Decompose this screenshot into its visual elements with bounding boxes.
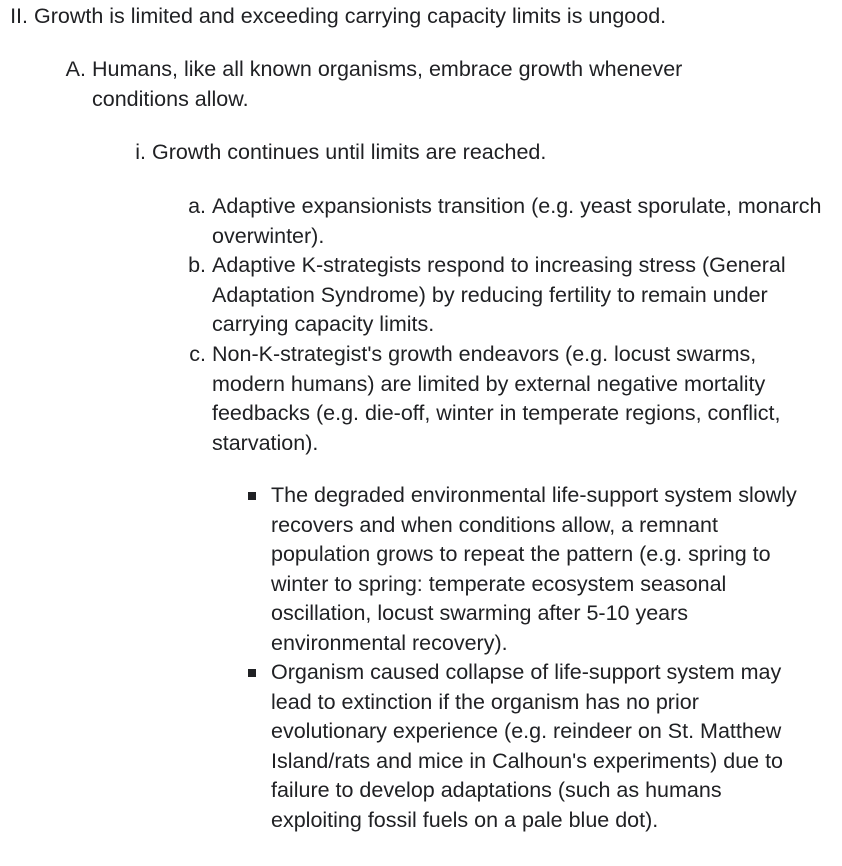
outline-marker: A. — [65, 57, 86, 81]
outline-text: Organism caused collapse of life-support system may lead to extinction if the organism has no prior evolutionary experience (e.g. reindeer on St. Matthew Island/rats and mice in Calhoun's experiments) due to failure to develop adaptations (such as humans exploiting fossil fuels on a pale blue dot). — [271, 660, 784, 832]
outline-text: Growth continues until limits are reached. — [152, 140, 547, 164]
outline-item-c — [0, 340, 827, 458]
outline-text: Adaptive K-strategists respond to increasing stress (General Adaptation Syndrome) by reducing fertility to remain under carrying capacity limits. — [212, 253, 786, 337]
outline-marker: b. — [188, 253, 206, 277]
outline-marker: II. — [10, 4, 28, 28]
outline-text: Adaptive expansionists transition (e.g. yeast sporulate, monarch overwinter). — [212, 194, 822, 248]
outline-item-i — [0, 138, 792, 168]
outline-item-II — [0, 2, 834, 32]
outline-bullet-item — [0, 658, 816, 836]
outline-marker: a. — [188, 194, 206, 218]
outline-item-b — [0, 251, 797, 340]
square-bullet-icon — [0, 658, 266, 677]
outline-text: Non-K-strategist's growth endeavors (e.g. locust swarms, modern humans) are limited by external negative mortality feedbacks (e.g. die-off, winter in temperate regions, conflict, starvation). — [212, 342, 781, 455]
square-bullet-icon — [0, 481, 266, 500]
outline-item-a — [0, 192, 822, 251]
outline-text: Humans, like all known organisms, embrace growth whenever conditions allow. — [92, 57, 683, 111]
outline-item-A — [0, 55, 772, 114]
outline-text: Growth is limited and exceeding carrying capacity limits is ungood. — [34, 4, 667, 28]
outline-bullet-item — [0, 481, 816, 659]
outline-marker: c. — [189, 342, 206, 366]
outline-text: The degraded environmental life-support system slowly recovers and when conditions allow, a remnant population grows to repeat the pattern (e.g. spring to winter to spring: temperate ecosystem seasonal oscillation, locust swarming after 5-10 years environmental recovery). — [271, 483, 797, 655]
outline-marker: i. — [135, 140, 146, 164]
